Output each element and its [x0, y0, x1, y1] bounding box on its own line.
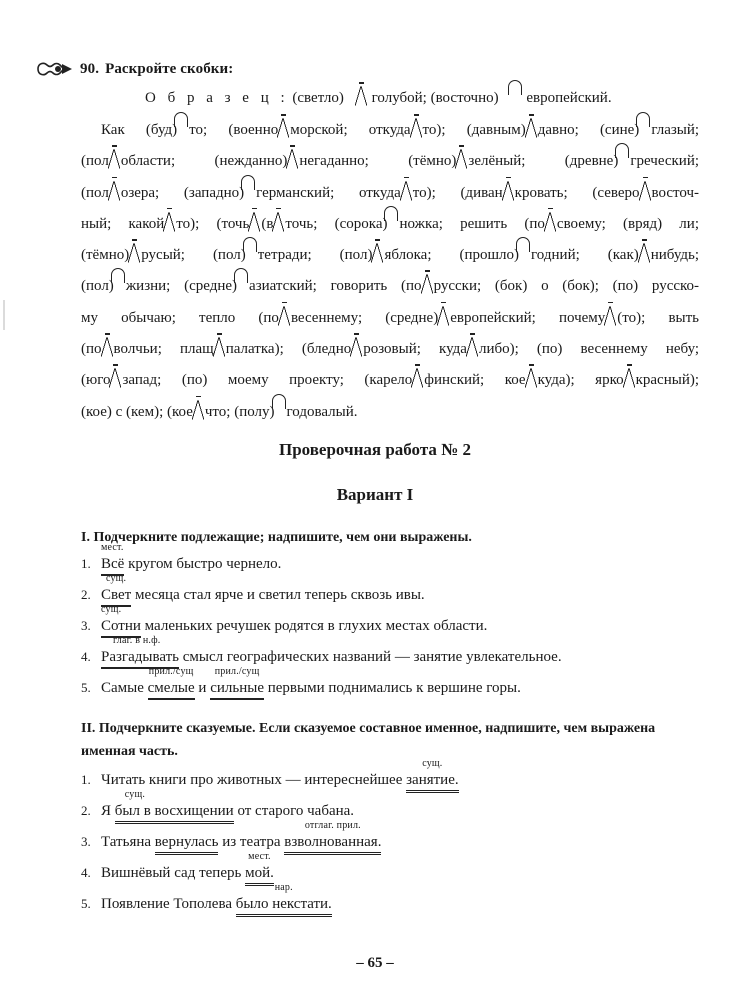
section-1-item: 3. сущ. Сотни маленьких речушек родятся в глухих местах области.: [81, 618, 487, 638]
exercise-line: Как (буд) то; (военно морской; откуда то); (давным) давно; (сине) глазый;: [101, 122, 700, 138]
exercise-header: [36, 60, 233, 78]
exercise-line: му обычаю; тепло (по весеннему; (средне) европейский; почему (то); выть: [81, 309, 699, 326]
section-2-title: II. Подчеркните сказуемые. Если сказуемое составное именное, надпишите, чем выражена именная часть.: [81, 721, 656, 759]
sample-word: европейский.: [526, 90, 612, 106]
test-title: Проверочная работа № 2: [279, 440, 471, 459]
exercise-line: (пол области; (нежданно) негаданно; (тёмно) зелёный; (древне) греческий;: [81, 153, 700, 170]
sample-line: [145, 90, 612, 107]
exercise-line: (пол) жизни; (средне) азиатский; говорить (по русски; (бок) о (бок); (по) русско-: [81, 278, 700, 295]
section-2-item: 5. Появление Тополева нар. было некстати.: [81, 896, 332, 917]
arrow-pointer-icon: [36, 60, 74, 78]
exercise-number: 90.: [80, 60, 100, 77]
section-1-item: 2. сущ. Свет месяца стал ярче и светил теперь сквозь ивы.: [81, 587, 425, 607]
exercise-line: (тёмно) русый; (пол) тетради; (пол) яблока; (прошло) годний; (как) нибудь;: [81, 247, 700, 264]
section-2-item: 1. Читать книги про животных — интереснейшее сущ. занятие.: [81, 772, 459, 793]
sample-word: (светло): [292, 90, 344, 106]
exercise-line: (юго запад; (по) моему проекту; (карело финский; кое куда); ярко красный);: [81, 372, 700, 389]
section-2-item: 2. Я сущ. был в восхищении от старого чабана.: [81, 803, 354, 824]
margin-mark: [3, 300, 5, 330]
exercise-line: (по волчьи; плащ палатка); (бледно розовый; куда либо); (по) весеннему небу;: [81, 341, 700, 358]
sample-word: (восточно): [430, 90, 499, 106]
section-1-title: I. Подчеркните подлежащие; надпишите, чем они выражены.: [81, 530, 472, 545]
exercise-text: [81, 115, 699, 428]
section-2-item: 3. Татьяна вернулась из театра отглаг. прил. взволнованная.: [81, 834, 381, 855]
exercise-title: Раскройте скобки:: [105, 60, 234, 77]
sample-label: О б р а з е ц :: [145, 90, 289, 106]
exercise-line: ный; какой то); (точь (в точь; (сорока) ножка; решить (по своему; (вряд) ли;: [81, 215, 699, 232]
exercise-line: (пол озера; (западно) германский; откуда то); (диван кровать; (северо восточ-: [81, 184, 700, 201]
exercise-line: (кое) с (кем); (кое что; (полу) годовалый.: [81, 403, 358, 420]
section-1-item: 5. Самые прил./сущ смелые и прил./сущ сильные первыми поднимались к вершине горы.: [81, 680, 521, 700]
section-1-item: 4. глаг. в н.ф. Разгадывать смысл географических названий — занятие увлекательное.: [81, 649, 562, 669]
sample-word: голубой;: [371, 90, 427, 106]
page-number: – 65 –: [356, 955, 394, 971]
variant-title: Вариант I: [336, 485, 414, 504]
section-2-item: 4. Вишнёвый сад теперь мест. мой.: [81, 865, 274, 886]
section-1-item: 1. мест. Всё кругом быстро чернело.: [81, 556, 281, 576]
